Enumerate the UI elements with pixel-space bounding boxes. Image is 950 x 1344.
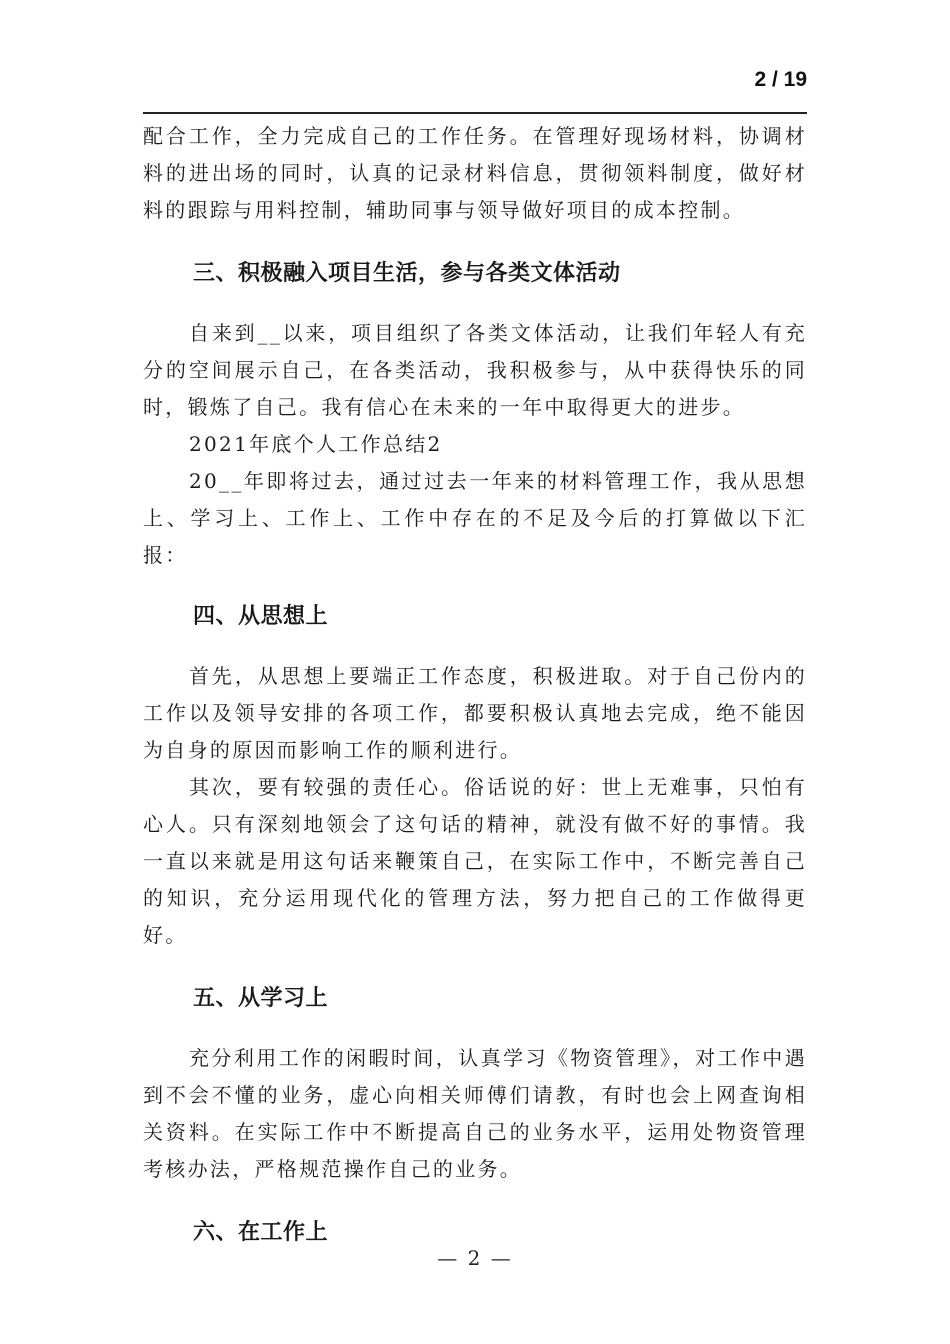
page-counter: 2 / 19	[754, 68, 807, 91]
paragraph-continued: 配合工作，全力完成自己的工作任务。在管理好现场材料，协调材料的进出场的同时，认真的记录材料信息，贯彻领料制度，做好材料的跟踪与用料控制，辅助同事与领导做好项目的成本控制。	[143, 124, 807, 222]
paragraph: 20__年即将过去，通过过去一年来的材料管理工作，我从思想上、学习上、工作上、工作中存在的不足及今后的打算做以下汇报：	[143, 469, 807, 567]
section-heading-6: 六、在工作上	[193, 1220, 329, 1245]
paragraph: 充分利用工作的闲暇时间，认真学习《物资管理》，对工作中遇到不会不懂的业务，虚心向相关师傅们请教，有时也会上网查询相关资料。在实际工作中不断提高自己的业务水平，运用处物资管理考核办法，严格规范操作自己的业务。	[143, 1046, 807, 1181]
header-rule	[143, 112, 807, 114]
section-heading-3: 三、积极融入项目生活，参与各类文体活动	[193, 261, 621, 286]
section-heading-4: 四、从思想上	[193, 604, 329, 629]
paragraph: 其次，要有较强的责任心。俗话说的好：世上无难事，只怕有心人。只有深刻地领会了这句话的精神，就没有做不好的事情。我一直以来就是用这句话来鞭策自己，在实际工作中，不断完善自己的知识，充分运用现代化的管理方法，努力把自己的工作做得更好。	[143, 775, 807, 947]
section-heading-5: 五、从学习上	[193, 986, 329, 1011]
page-number-footer: — 2 —	[437, 1246, 513, 1270]
paragraph: 自来到__以来，项目组织了各类文体活动，让我们年轻人有充分的空间展示自己，在各类活动，我积极参与，从中获得快乐的同时，锻炼了自己。我有信心在未来的一年中取得更大的进步。	[143, 321, 807, 419]
document-subtitle: 2021年底个人工作总结2	[189, 432, 443, 456]
document-body	[143, 118, 807, 1248]
paragraph: 首先，从思想上要端正工作态度，积极进取。对于自己份内的工作以及领导安排的各项工作，都要积极认真地去完成，绝不能因为自身的原因而影响工作的顺利进行。	[143, 664, 807, 762]
